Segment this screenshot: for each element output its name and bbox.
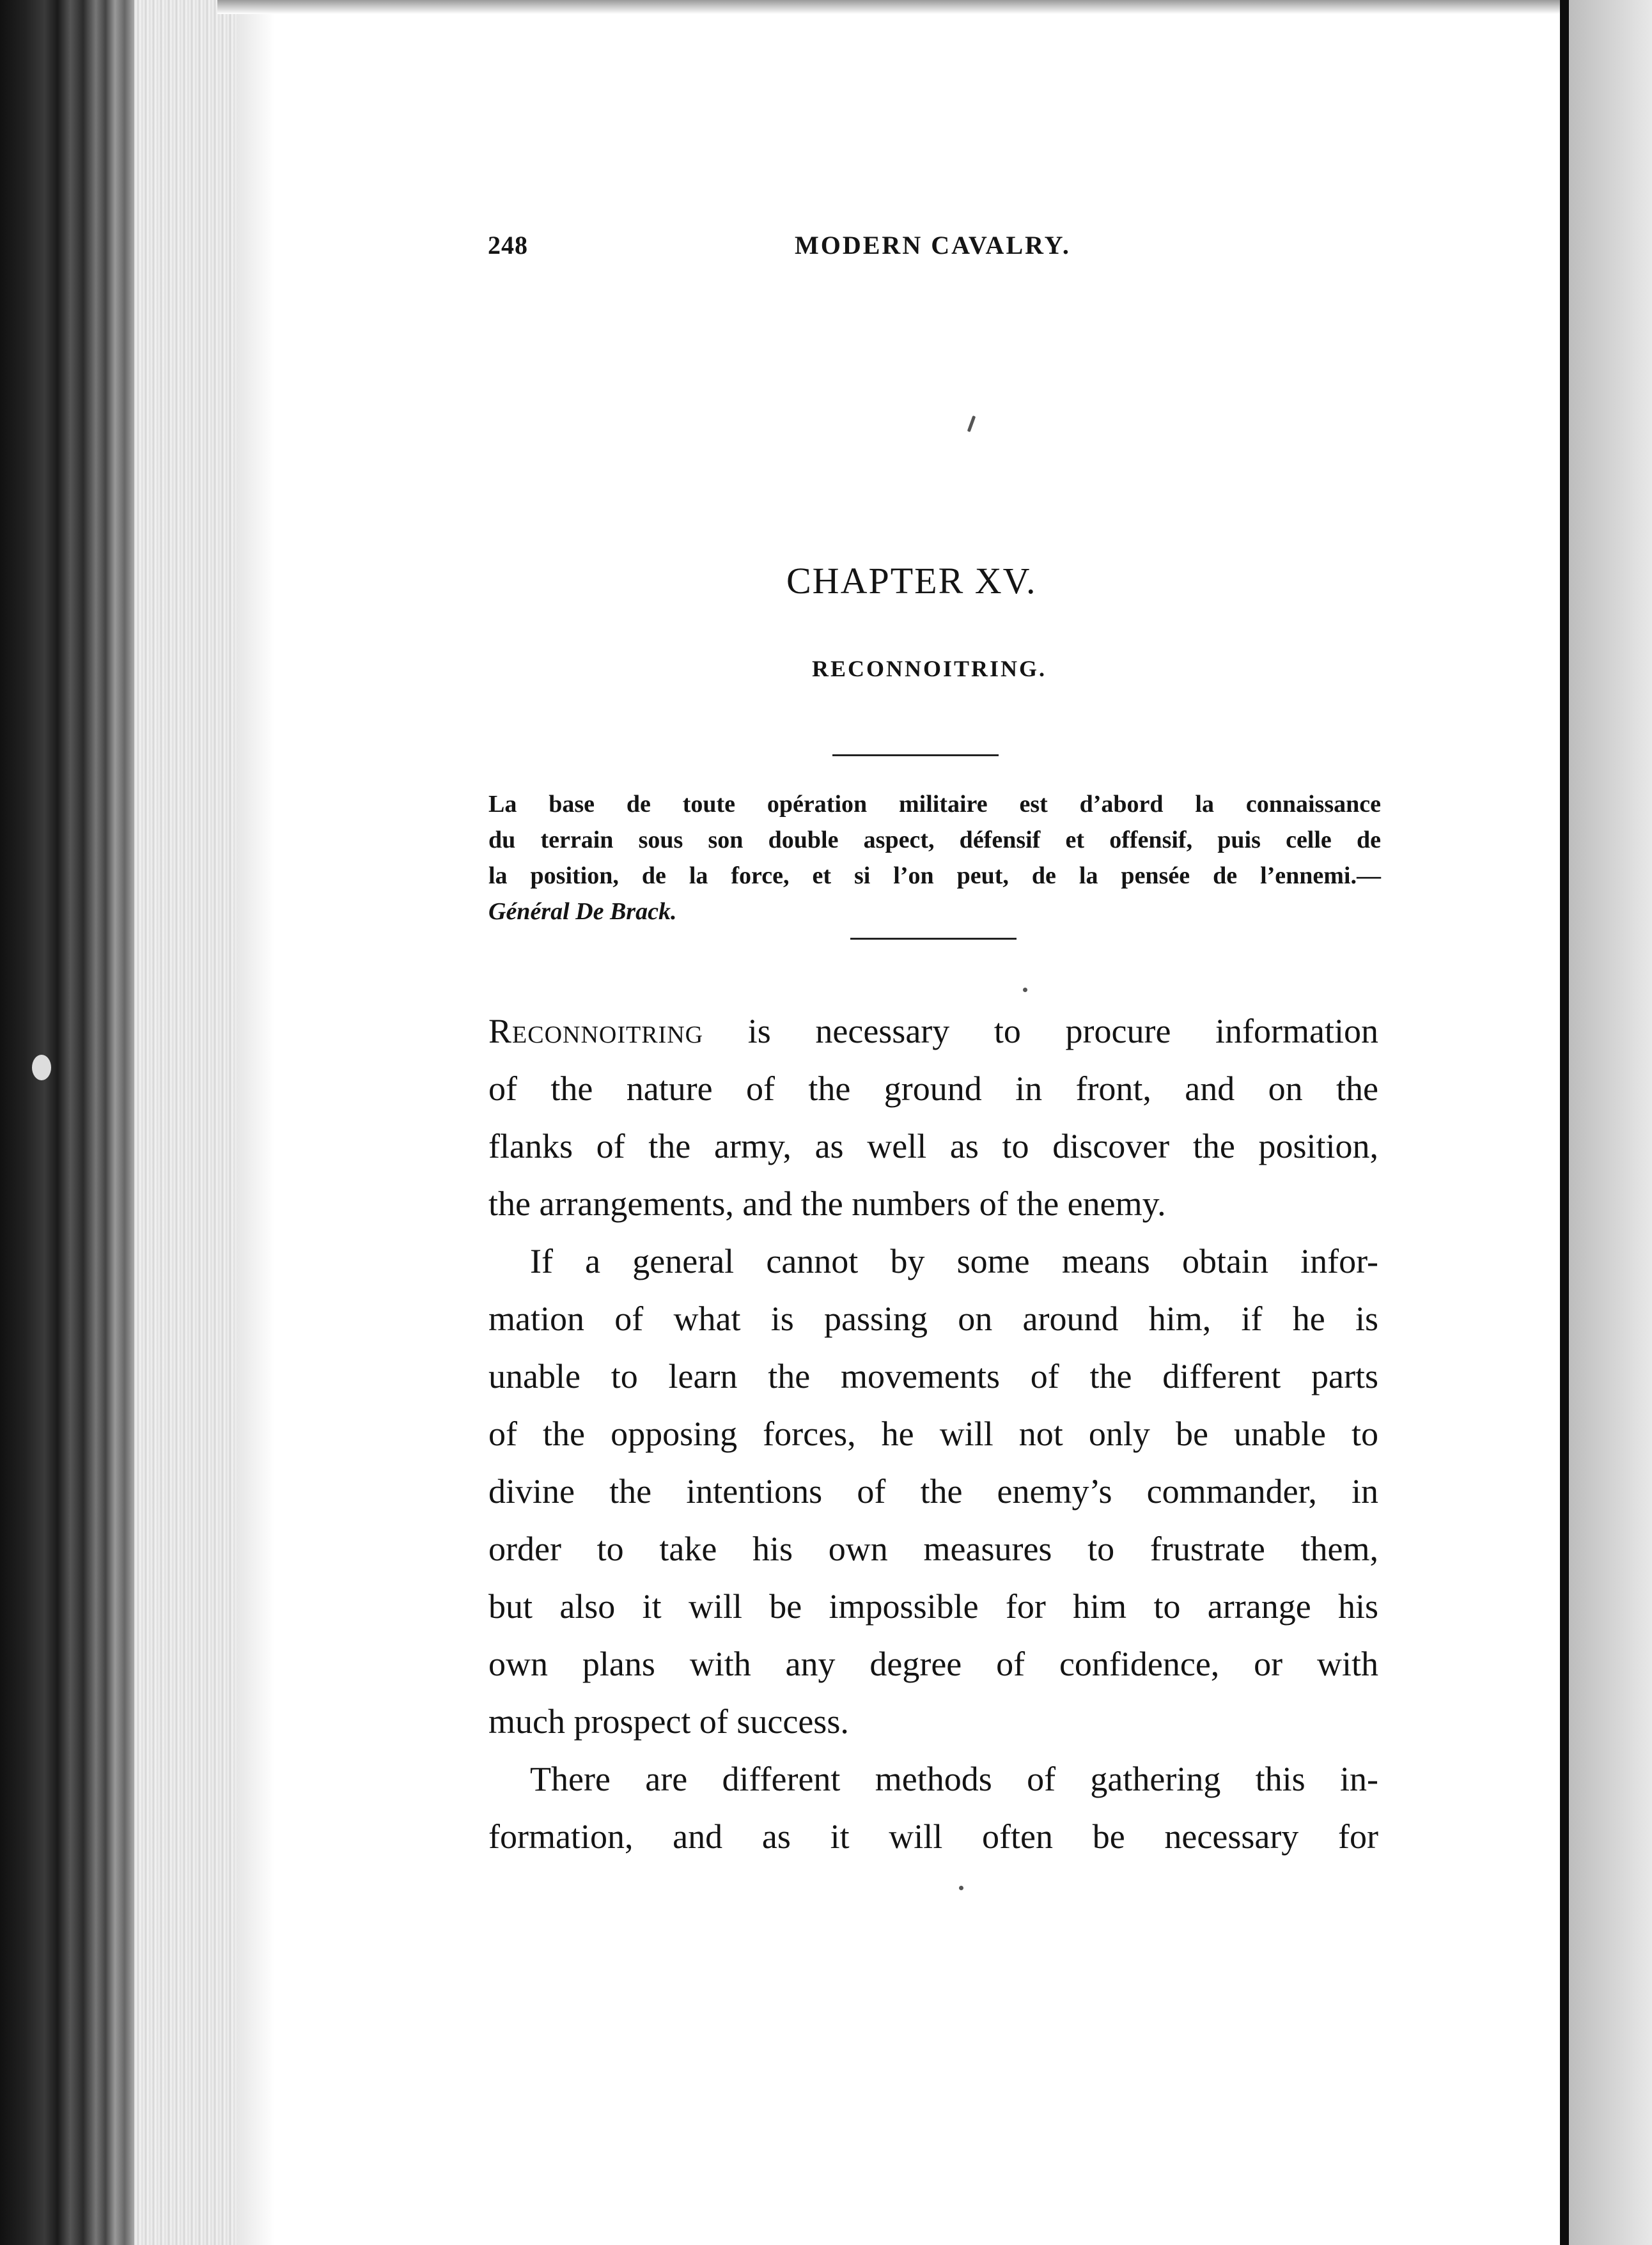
- epigraph-line: La base de toute opération militaire est d’abord la connaissance: [488, 791, 1381, 818]
- body-line: There are different methods of gathering this in-: [530, 1760, 1378, 1798]
- page-stack-edges: [134, 0, 237, 2245]
- gutter-shadow: [237, 0, 275, 2245]
- body-line: own plans with any degree of confidence, or with: [488, 1645, 1378, 1683]
- epigraph: [488, 786, 1381, 929]
- epigraph-bottom-rule: [850, 938, 1017, 940]
- ink-speck: [1023, 988, 1027, 992]
- body-line: but also it will be impossible for him to arrange his: [488, 1587, 1378, 1626]
- body-line: formation, and as it will often be necessary for: [488, 1817, 1378, 1856]
- epigraph-attribution: Général De Brack.: [488, 898, 677, 925]
- epigraph-line: du terrain sous son double aspect, défensif et offensif, puis celle de: [488, 827, 1381, 853]
- right-margin-strip: [1569, 0, 1652, 2245]
- epigraph-line: la position, de la force, et si l’on peut, de la pensée de l’ennemi.—: [488, 862, 1381, 889]
- body-line: of the nature of the ground in front, and on the: [488, 1069, 1378, 1108]
- ink-speck: [959, 1886, 963, 1890]
- body-line: unable to learn the movements of the different parts: [488, 1357, 1378, 1395]
- body-line: flanks of the army, as well as to discover the position,: [488, 1127, 1378, 1165]
- body-line: the arrangements, and the numbers of the enemy.: [488, 1185, 1166, 1223]
- book-spine: [0, 0, 134, 2245]
- chapter-subtitle: RECONNOITRING.: [812, 656, 1047, 681]
- body-line: mation of what is passing on around him, if he is: [488, 1300, 1378, 1338]
- body-line-text: is necessary to procure information: [703, 1012, 1378, 1050]
- epigraph-top-rule: [832, 754, 999, 756]
- right-page-edge: [1560, 0, 1569, 2245]
- running-title: MODERN CAVALRY.: [795, 231, 1071, 260]
- body-text: [488, 1002, 1378, 1865]
- ink-speck: [32, 1055, 51, 1080]
- chapter-title: CHAPTER XV.: [786, 560, 1037, 602]
- body-line: much prospect of success.: [488, 1702, 849, 1741]
- ink-speck: [967, 416, 976, 432]
- lead-word: Reconnoitring: [488, 1012, 704, 1050]
- running-head: [488, 230, 1127, 268]
- page-number: 248: [488, 231, 528, 260]
- body-line: [488, 1002, 1378, 1060]
- body-line: order to take his own measures to frustrate them,: [488, 1530, 1378, 1568]
- body-line: of the opposing forces, he will not only be unable to: [488, 1415, 1378, 1453]
- top-edge-shadow: [217, 0, 1560, 14]
- body-line: divine the intentions of the enemy’s commander, in: [488, 1472, 1378, 1511]
- body-line: If a general cannot by some means obtain infor-: [530, 1242, 1378, 1280]
